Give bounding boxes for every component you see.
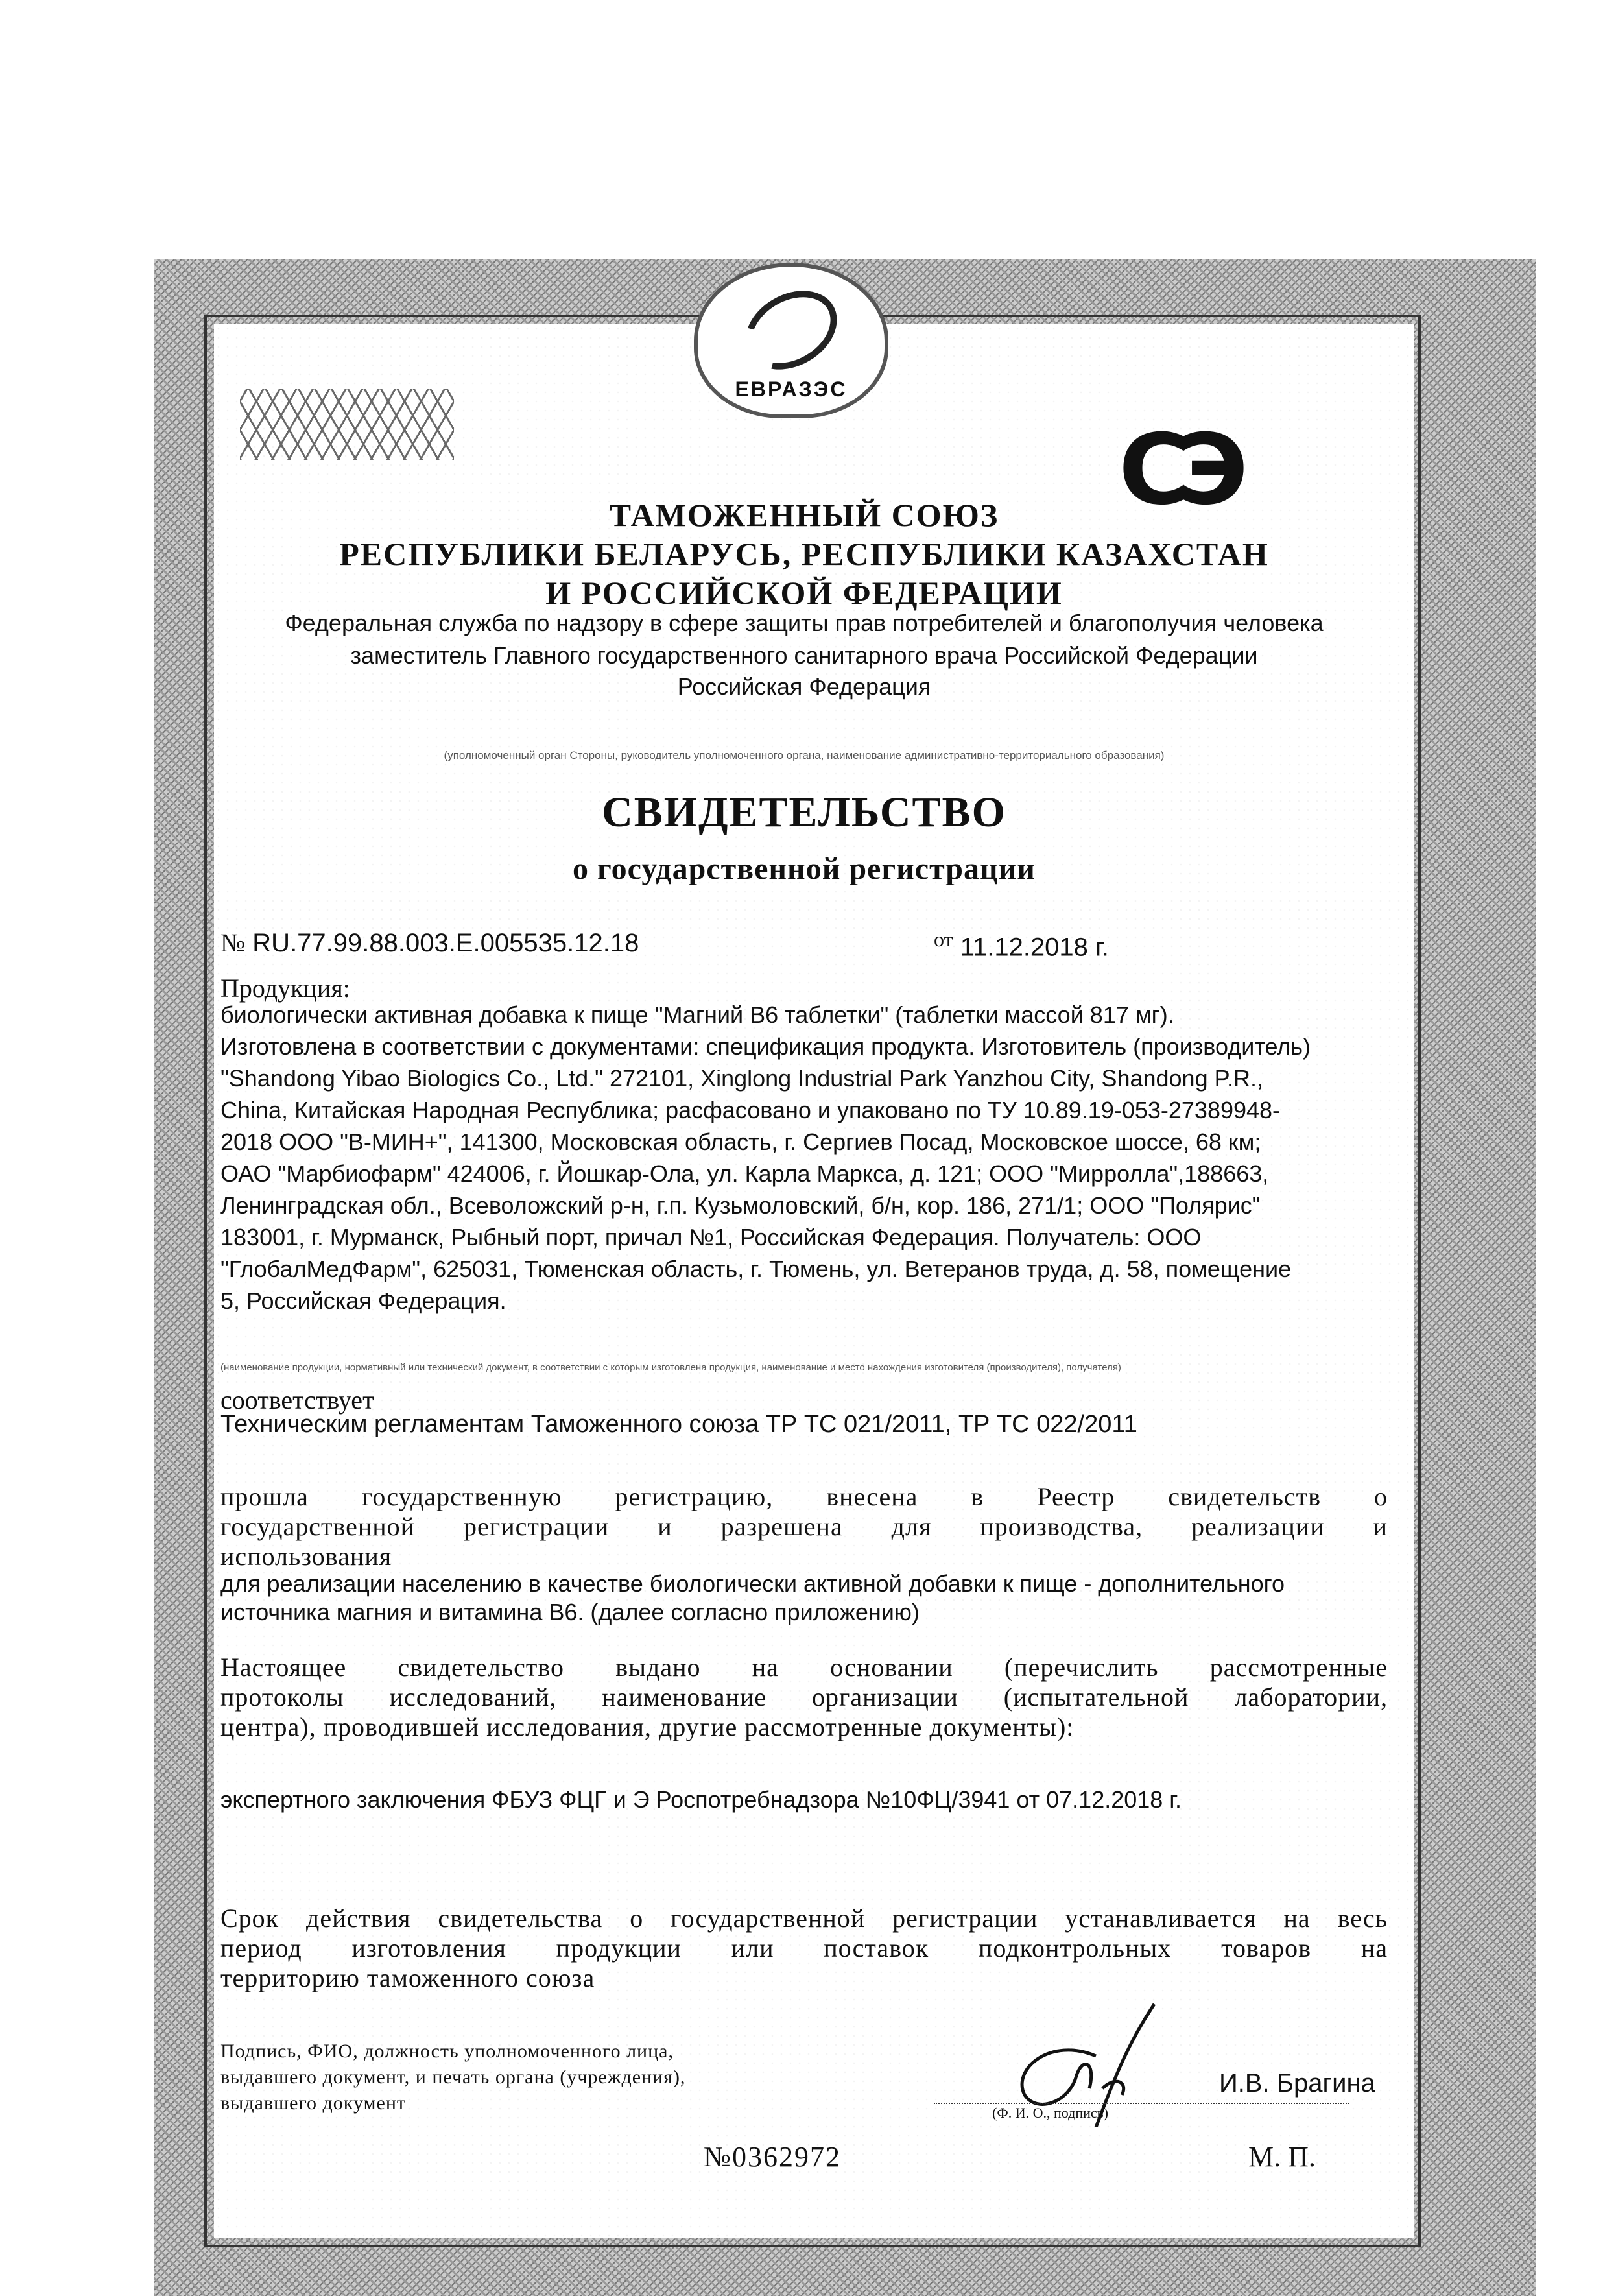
validity-line: период изготовления продукции или поставок подконтрольных товаров на <box>220 1933 1388 1963</box>
basis-line: центра), проводившей исследования, другие рассмотренные документы): <box>220 1712 1075 1741</box>
basis-line: Настоящее свидетельство выдано на основании (перечислить рассмотренные <box>220 1653 1388 1682</box>
basis-value: экспертного заключения ФБУЗ ФЦГ и Э Роспотребнадзора №10ФЦ/3941 от 07.12.2018 г. <box>220 1786 1182 1813</box>
product-line: "Shandong Yibao Biologics Co., Ltd." 272101, Xinglong Industrial Park Yanzhou City, Shandong P.R., <box>220 1065 1263 1092</box>
conformity-text: Техническим регламентам Таможенного союза ТР ТС 021/2011, ТР ТС 022/2011 <box>220 1411 1137 1438</box>
date-prefix: от <box>934 927 953 951</box>
signature-label-line: выдавшего документ, и печать органа (учреждения), <box>220 2066 686 2088</box>
product-line: ОАО "Марбиофарм" 424006, г. Йошкар-Ола, ул. Карла Маркса, д. 121; ООО "Мирролла",188663, <box>220 1160 1269 1187</box>
registration-line: использования <box>220 1542 392 1571</box>
product-label: Продукция: <box>220 974 350 1003</box>
logo-emblem-icon <box>731 275 851 385</box>
authority-line: Федеральная служба по надзору в сфере защиты прав потребителей и благополучия человека <box>285 610 1324 636</box>
product-line: "ГлобалМедФарм", 625031, Тюменская область, г. Тюмень, ул. Ветеранов труда, д. 58, помещение <box>220 1256 1292 1282</box>
registration-number: RU.77.99.88.003.E.005535.12.18 <box>252 929 639 957</box>
registration-number-line <box>220 927 1388 962</box>
authority-line: заместитель Главного государственного санитарного врача Российской Федерации <box>350 642 1258 669</box>
authority-line: Российская Федерация <box>677 673 931 700</box>
product-line: 5, Российская Федерация. <box>220 1287 506 1314</box>
validity-line: территорию таможенного союза <box>220 1963 595 1992</box>
authority-caption: (уполномоченный орган Стороны, руководитель уполномоченного органа, наименование административно-территориального образования) <box>444 749 1165 761</box>
signature-label-line: Подпись, ФИО, должность уполномоченного лица, <box>220 2040 674 2062</box>
header-line: ТАМОЖЕННЫЙ СОЮЗ <box>609 497 999 533</box>
product-line: 2018 ООО "В-МИН+", 141300, Московская область, г. Сергиев Посад, Московское шоссе, 68 км; <box>220 1129 1261 1155</box>
validity-statement <box>220 1904 1388 1993</box>
conformity-mark: СЭ <box>1118 414 1236 527</box>
product-line: China, Китайская Народная Республика; расфасовано и упаковано по ТУ 10.89.19-053-27389948- <box>220 1097 1281 1123</box>
header-line: И РОССИЙСКОЙ ФЕДЕРАЦИИ <box>545 575 1063 611</box>
registration-line: прошла государственную регистрацию, внесена в Реестр свидетельств о <box>220 1482 1388 1511</box>
signature-label-line: выдавшего документ <box>220 2092 407 2114</box>
serial-number: №0362972 <box>704 2141 841 2173</box>
document-subtitle: о государственной регистрации <box>573 852 1036 886</box>
product-line: Ленинградская обл., Всеволожский р-н, г.п. Кузьмоловский, б/н, кор. 186, 271/1; ООО "Полярис" <box>220 1192 1261 1219</box>
product-line: 183001, г. Мурманск, Рыбный порт, причал №1, Российская Федерация. Получатель: ООО <box>220 1224 1202 1250</box>
security-pattern <box>240 389 454 460</box>
product-description <box>220 999 1388 1317</box>
basis-line: протоколы исследований, наименование организации (испытательной лаборатории, <box>220 1682 1388 1712</box>
product-line: биологически активная добавка к пище "Магний В6 таблетки" (таблетки массой 817 мг). <box>220 1001 1174 1028</box>
basis-statement <box>220 1653 1388 1742</box>
number-prefix: № <box>220 928 246 957</box>
product-caption: (наименование продукции, нормативный или технический документ, в соответствии с которым изготовлена продукция, наименование и место нахождения изготовителя (производителя), получателя) <box>220 1362 1121 1373</box>
registration-statement <box>220 1482 1388 1572</box>
registration-date: 11.12.2018 г. <box>960 933 1109 962</box>
stamp-place: М. П. <box>1248 2141 1316 2173</box>
document-title: СВИДЕТЕЛЬСТВО <box>602 789 1006 836</box>
usage-line: для реализации населению в качестве биологически активной добавки к пище - дополнительного <box>220 1570 1285 1597</box>
conformity-label: соответствует <box>220 1385 374 1415</box>
signature-caption: (Ф. И. О., подпись) <box>992 2105 1108 2121</box>
usage-text <box>220 1570 1388 1627</box>
usage-line: источника магния и витамина В6. (далее согласно приложению) <box>220 1599 920 1625</box>
signature-label <box>220 2039 869 2116</box>
signatory-name: И.В. Брагина <box>1219 2069 1375 2098</box>
product-line: Изготовлена в соответствии с документами: спецификация продукта. Изготовитель (производитель) <box>220 1033 1311 1060</box>
signature-line <box>934 2103 1349 2104</box>
eurasec-logo <box>694 263 888 418</box>
logo-text: ЕВРАЗЭС <box>735 377 848 401</box>
registration-line: государственной регистрации и разрешена для производства, реализации и <box>220 1512 1388 1541</box>
header-line: РЕСПУБЛИКИ БЕЛАРУСЬ, РЕСПУБЛИКИ КАЗАХСТАН <box>339 536 1269 572</box>
validity-line: Срок действия свидетельства о государственной регистрации устанавливается на весь <box>220 1904 1388 1933</box>
